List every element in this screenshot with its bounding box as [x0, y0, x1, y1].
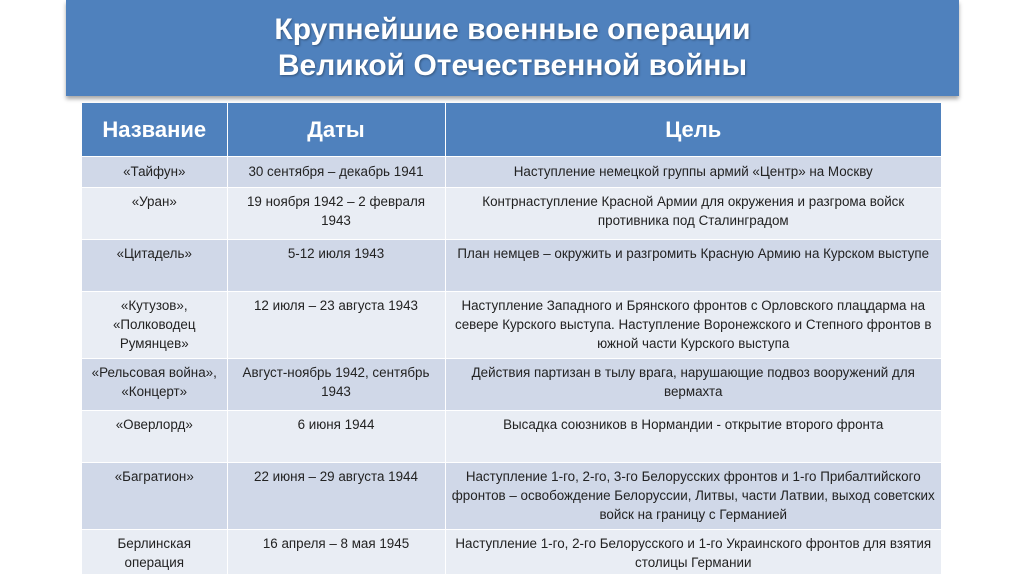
header-goal: Цель: [445, 103, 941, 157]
title-line-2: Великой Отечественной войны: [277, 49, 748, 82]
table-row: [82, 157, 941, 188]
cell-goal: Высадка союзников в Нормандии - открытие второго фронта: [445, 411, 941, 463]
cell-dates: 19 ноября 1942 – 2 февраля 1943: [227, 188, 445, 240]
table-header-row: [82, 103, 941, 157]
cell-name: «Багратион»: [82, 463, 227, 530]
cell-dates: 16 апреля – 8 мая 1945: [227, 530, 445, 574]
cell-goal: Наступление 1-го, 2-го Белорусского и 1-го Украинского фронтов для взятия столицы Германии: [445, 530, 941, 574]
cell-goal: Действия партизан в тылу врага, нарушающие подвоз вооружений для вермахта: [445, 359, 941, 411]
cell-goal: Наступление Западного и Брянского фронтов с Орловского плацдарма на севере Курского выступа. Наступление Воронежского и Степного фронтов в южной части Курского выступа: [445, 292, 941, 359]
table-row: [82, 292, 941, 359]
cell-dates: Август-ноябрь 1942, сентябрь 1943: [227, 359, 445, 411]
title-banner: [66, 0, 959, 96]
cell-dates: 30 сентября – декабрь 1941: [227, 157, 445, 188]
table-row: [82, 240, 941, 292]
cell-dates: 22 июня – 29 августа 1944: [227, 463, 445, 530]
cell-goal: Контрнаступление Красной Армии для окружения и разгрома войск противника под Сталинградом: [445, 188, 941, 240]
cell-goal: План немцев – окружить и разгромить Красную Армию на Курском выступе: [445, 240, 941, 292]
table-row: [82, 188, 941, 240]
cell-name: «Оверлорд»: [82, 411, 227, 463]
table-row: [82, 530, 941, 574]
cell-dates: 5-12 июля 1943: [227, 240, 445, 292]
cell-name: «Рельсовая война», «Концерт»: [82, 359, 227, 411]
table-row: [82, 463, 941, 530]
cell-name: Берлинская операция: [82, 530, 227, 574]
cell-name: «Кутузов», «Полководец Румянцев»: [82, 292, 227, 359]
cell-dates: 12 июля – 23 августа 1943: [227, 292, 445, 359]
header-name: Название: [82, 103, 227, 157]
cell-name: «Уран»: [82, 188, 227, 240]
cell-goal: Наступление немецкой группы армий «Центр» на Москву: [445, 157, 941, 188]
cell-dates: 6 июня 1944: [227, 411, 445, 463]
table-row: [82, 411, 941, 463]
operations-table: [82, 103, 941, 574]
header-dates: Даты: [227, 103, 445, 157]
cell-name: «Тайфун»: [82, 157, 227, 188]
cell-name: «Цитадель»: [82, 240, 227, 292]
cell-goal: Наступление 1-го, 2-го, 3-го Белорусских фронтов и 1-го Прибалтийского фронтов – освобождение Белоруссии, Литвы, части Латвии, выход советских войск на границу с Германией: [445, 463, 941, 530]
title-line-1: Крупнейшие военные операции: [274, 13, 751, 46]
table-row: [82, 359, 941, 411]
